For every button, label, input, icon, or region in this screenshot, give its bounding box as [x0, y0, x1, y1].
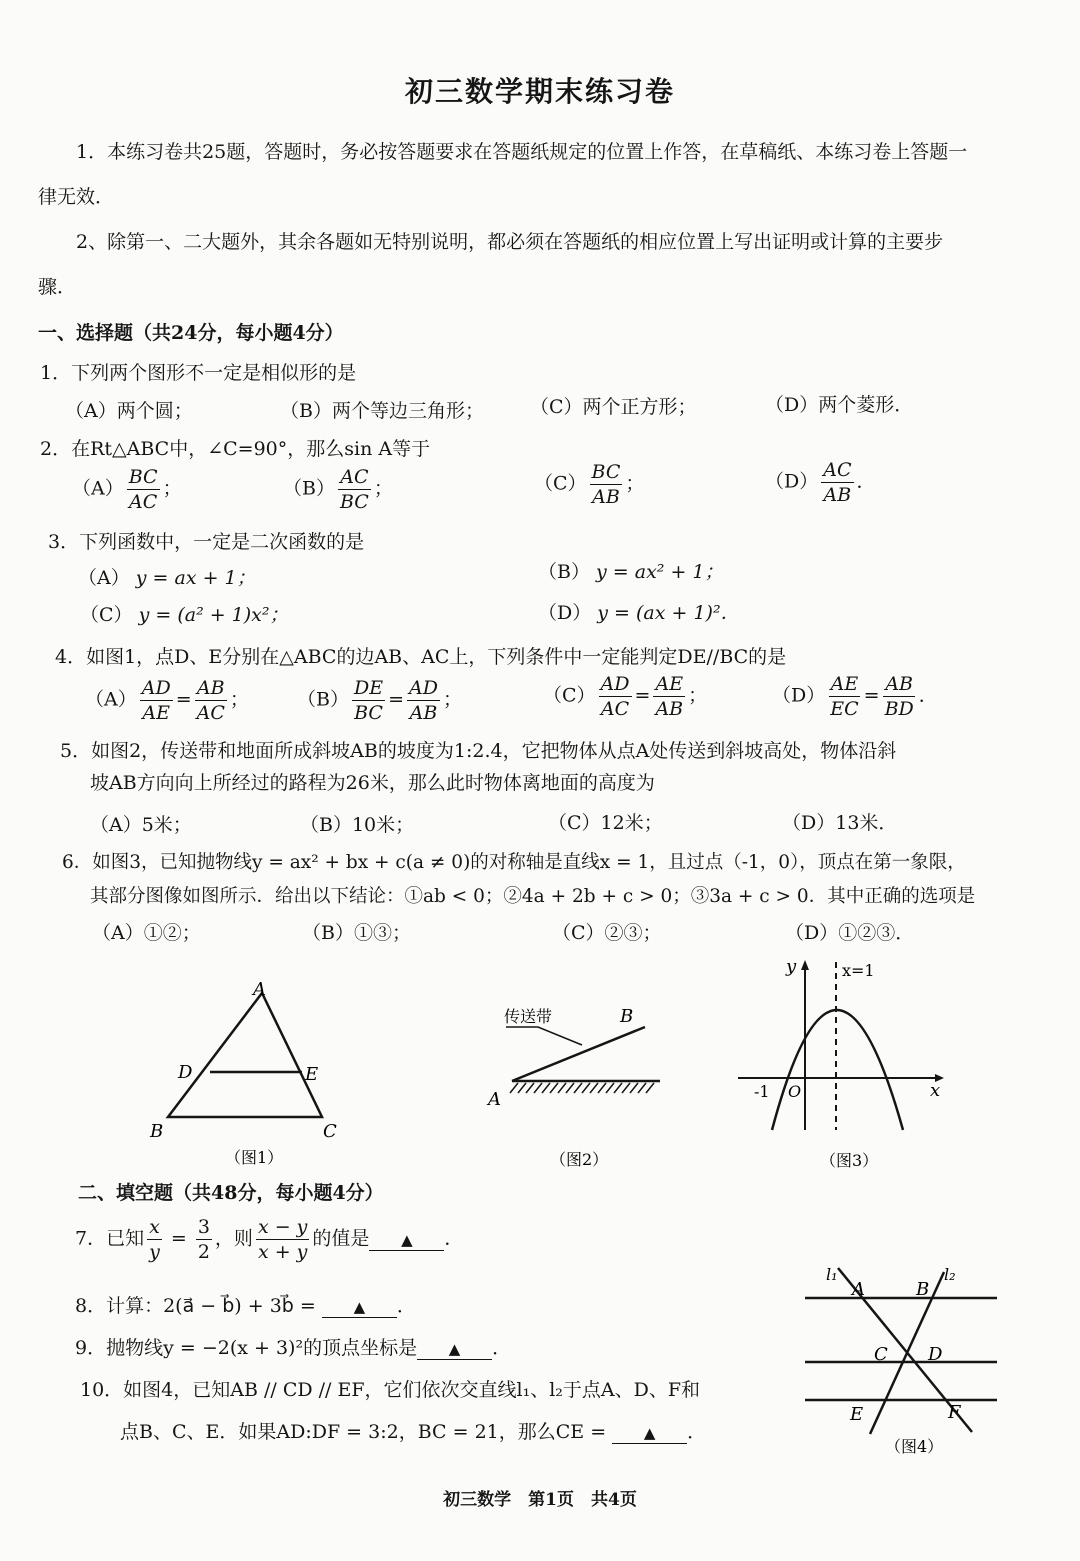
- q4-option-b: （B） $\frac{DE}{BC}$ = $\frac{AD}{AB}$ ；: [297, 677, 462, 724]
- q2-option-a: （A） $\frac{BC}{AC}$ ；: [72, 466, 182, 513]
- answer-blank: ▲: [612, 1423, 687, 1444]
- figure-2-conveyor: [480, 995, 680, 1175]
- figure-1-triangle: [140, 975, 360, 1175]
- q4-stem: 4．如图1，点D、E分别在△ABC的边AB、AC上，下列条件中一定能判定DE//BC的是: [55, 646, 787, 668]
- ground-hatching: [510, 1083, 654, 1093]
- figure-4-caption: （图4）: [885, 1437, 944, 1456]
- section-1-title: 一、选择题（共24分，每小题4分）: [38, 322, 344, 344]
- q6-line-2: 其部分图像如图所示．给出以下结论：①ab < 0；②4a + 2b + c > 0；③3a + c > 0．其中正确的选项是: [90, 886, 976, 907]
- page-title: 初三数学期末练习卷: [404, 75, 675, 108]
- triangle-abc: [168, 993, 322, 1117]
- label-x: x: [930, 1080, 941, 1101]
- q3-option-d: （D） y = (ax + 1)²．: [538, 602, 740, 624]
- fraction: $\frac{BC}{AC}$: [128, 466, 158, 513]
- q5-line-2: 坡AB方向向上所经过的路程为26米，那么此时物体离地面的高度为: [90, 772, 655, 794]
- section-2-title: 二、填空题（共48分，每小题4分）: [78, 1182, 384, 1204]
- label-a: A: [852, 1279, 865, 1300]
- label-f: F: [948, 1402, 961, 1423]
- q5-option-c: （C）12米；: [548, 812, 663, 834]
- q10-line-2: 点B、C、E．如果AD:DF = 3:2，BC = 21，那么CE = ▲ ．: [120, 1421, 707, 1443]
- fraction: $\frac{AC}{AB}$: [823, 459, 852, 506]
- q6-option-d: （D）①②③．: [785, 922, 915, 944]
- label-y: y: [786, 956, 797, 977]
- belt-pointer: [506, 1027, 582, 1045]
- instruction-1: 1．本练习卷共25题，答题时，务必按答题要求在答题纸规定的位置上作答，在草稿纸、本练习卷上答题一律无效．: [38, 141, 968, 208]
- q2-option-b: （B） $\frac{AC}{BC}$ ；: [283, 466, 393, 513]
- slope-ab: [512, 1027, 645, 1081]
- answer-blank: ▲: [322, 1297, 397, 1318]
- label-e: E: [305, 1064, 319, 1085]
- label-origin: O: [788, 1082, 802, 1101]
- figure-2-caption: （图2）: [550, 1150, 609, 1169]
- figure-3-parabola: [730, 950, 960, 1175]
- q6-line-1: 6．如图3，已知抛物线y = ax² + bx + c(a ≠ 0)的对称轴是直线x = 1，且过点（-1，0），顶点在第一象限，: [62, 852, 966, 873]
- q3-option-b: （B） y = ax² + 1；: [538, 561, 724, 583]
- q2-option-d: （D） $\frac{AC}{AB}$ ．: [765, 459, 876, 506]
- q10-line-1: 10．如图4，已知AB // CD // EF，它们依次交直线l₁、l₂于点A、D、F和: [80, 1379, 701, 1401]
- answer-blank: ▲: [417, 1339, 492, 1360]
- q5-option-a: （A）5米；: [90, 814, 192, 836]
- label-l1: l₁: [826, 1265, 838, 1284]
- q1-stem: 1．下列两个图形不一定是相似形的是: [40, 362, 357, 384]
- q3-option-a: （A） y = ax + 1；: [78, 567, 256, 589]
- figure-4-parallel-lines: [800, 1262, 1005, 1462]
- label-neg1: -1: [754, 1082, 770, 1101]
- q3-option-c: （C） y = (a² + 1)x²；: [80, 604, 289, 626]
- q1-option-d: （D）两个菱形．: [765, 394, 914, 416]
- q1-option-b: （B）两个等边三角形；: [280, 400, 484, 422]
- instruction-2: 2、除第一、二大题外，其余各题如无特别说明，都必须在答题纸的相应位置上写出证明或计算的主要步骤．: [38, 231, 944, 298]
- q5-line-1: 5．如图2，传送带和地面所成斜坡AB的坡度为1:2.4，它把物体从点A处传送到斜坡高处，物体沿斜: [60, 740, 897, 762]
- q4-option-d: （D） $\frac{AE}{EC}$ = $\frac{AB}{BD}$ ．: [772, 673, 938, 720]
- q6-option-b: （B）①③；: [302, 922, 411, 944]
- q8: 8．计算：2(a⃗ − b⃗) + 3b⃗ = ▲ ．: [75, 1295, 416, 1317]
- label-d: D: [928, 1344, 943, 1365]
- q6-option-a: （A）①②；: [92, 922, 201, 944]
- q2-stem: 2．在Rt△ABC中，∠C=90°，那么sin A等于: [40, 438, 431, 460]
- label-c: C: [323, 1121, 337, 1142]
- belt-label: 传送带: [504, 1007, 553, 1026]
- q4-option-c: （C） $\frac{AD}{AC}$ = $\frac{AE}{AB}$ ；: [543, 673, 708, 720]
- q5-option-b: （B）10米；: [300, 814, 415, 836]
- fraction: $\frac{BC}{AB}$: [591, 461, 621, 508]
- label-b: B: [150, 1121, 164, 1142]
- q1-option-a: （A）两个圆；: [65, 400, 193, 422]
- label-l2: l₂: [944, 1265, 956, 1284]
- answer-blank: ▲: [369, 1230, 444, 1251]
- page-footer: 初三数学 第1页 共4页: [443, 1490, 637, 1510]
- q4-option-a: （A） $\frac{AD}{AE}$ = $\frac{AB}{AC}$ ；: [85, 677, 249, 724]
- label-a: A: [253, 979, 266, 1000]
- label-e: E: [850, 1404, 864, 1425]
- label-a: A: [488, 1089, 501, 1110]
- label-c: C: [874, 1344, 888, 1365]
- q7: 7．已知 $\frac{x}{y}$ = $\frac{3}{2}$ ，则 $\frac{x - y}{x + y}$ 的值是 ▲ ．: [75, 1216, 464, 1263]
- label-b: B: [620, 1006, 634, 1027]
- label-b: B: [916, 1279, 930, 1300]
- q3-stem: 3．下列函数中，一定是二次函数的是: [48, 531, 365, 553]
- figure-3-caption: （图3）: [820, 1151, 879, 1170]
- fraction: $\frac{AC}{BC}$: [339, 466, 369, 513]
- q2-option-c: （C） $\frac{BC}{AB}$ ；: [534, 461, 645, 508]
- parabola-curve: [772, 1010, 903, 1130]
- label-axis: x=1: [842, 961, 875, 980]
- figure-1-caption: （图1）: [225, 1148, 284, 1167]
- q1-option-c: （C）两个正方形；: [530, 396, 697, 418]
- q6-option-c: （C）②③；: [552, 922, 662, 944]
- q5-option-d: （D）13米．: [782, 812, 898, 834]
- label-d: D: [178, 1062, 193, 1083]
- q9: 9．抛物线y = −2(x + 3)²的顶点坐标是 ▲ ．: [75, 1337, 512, 1359]
